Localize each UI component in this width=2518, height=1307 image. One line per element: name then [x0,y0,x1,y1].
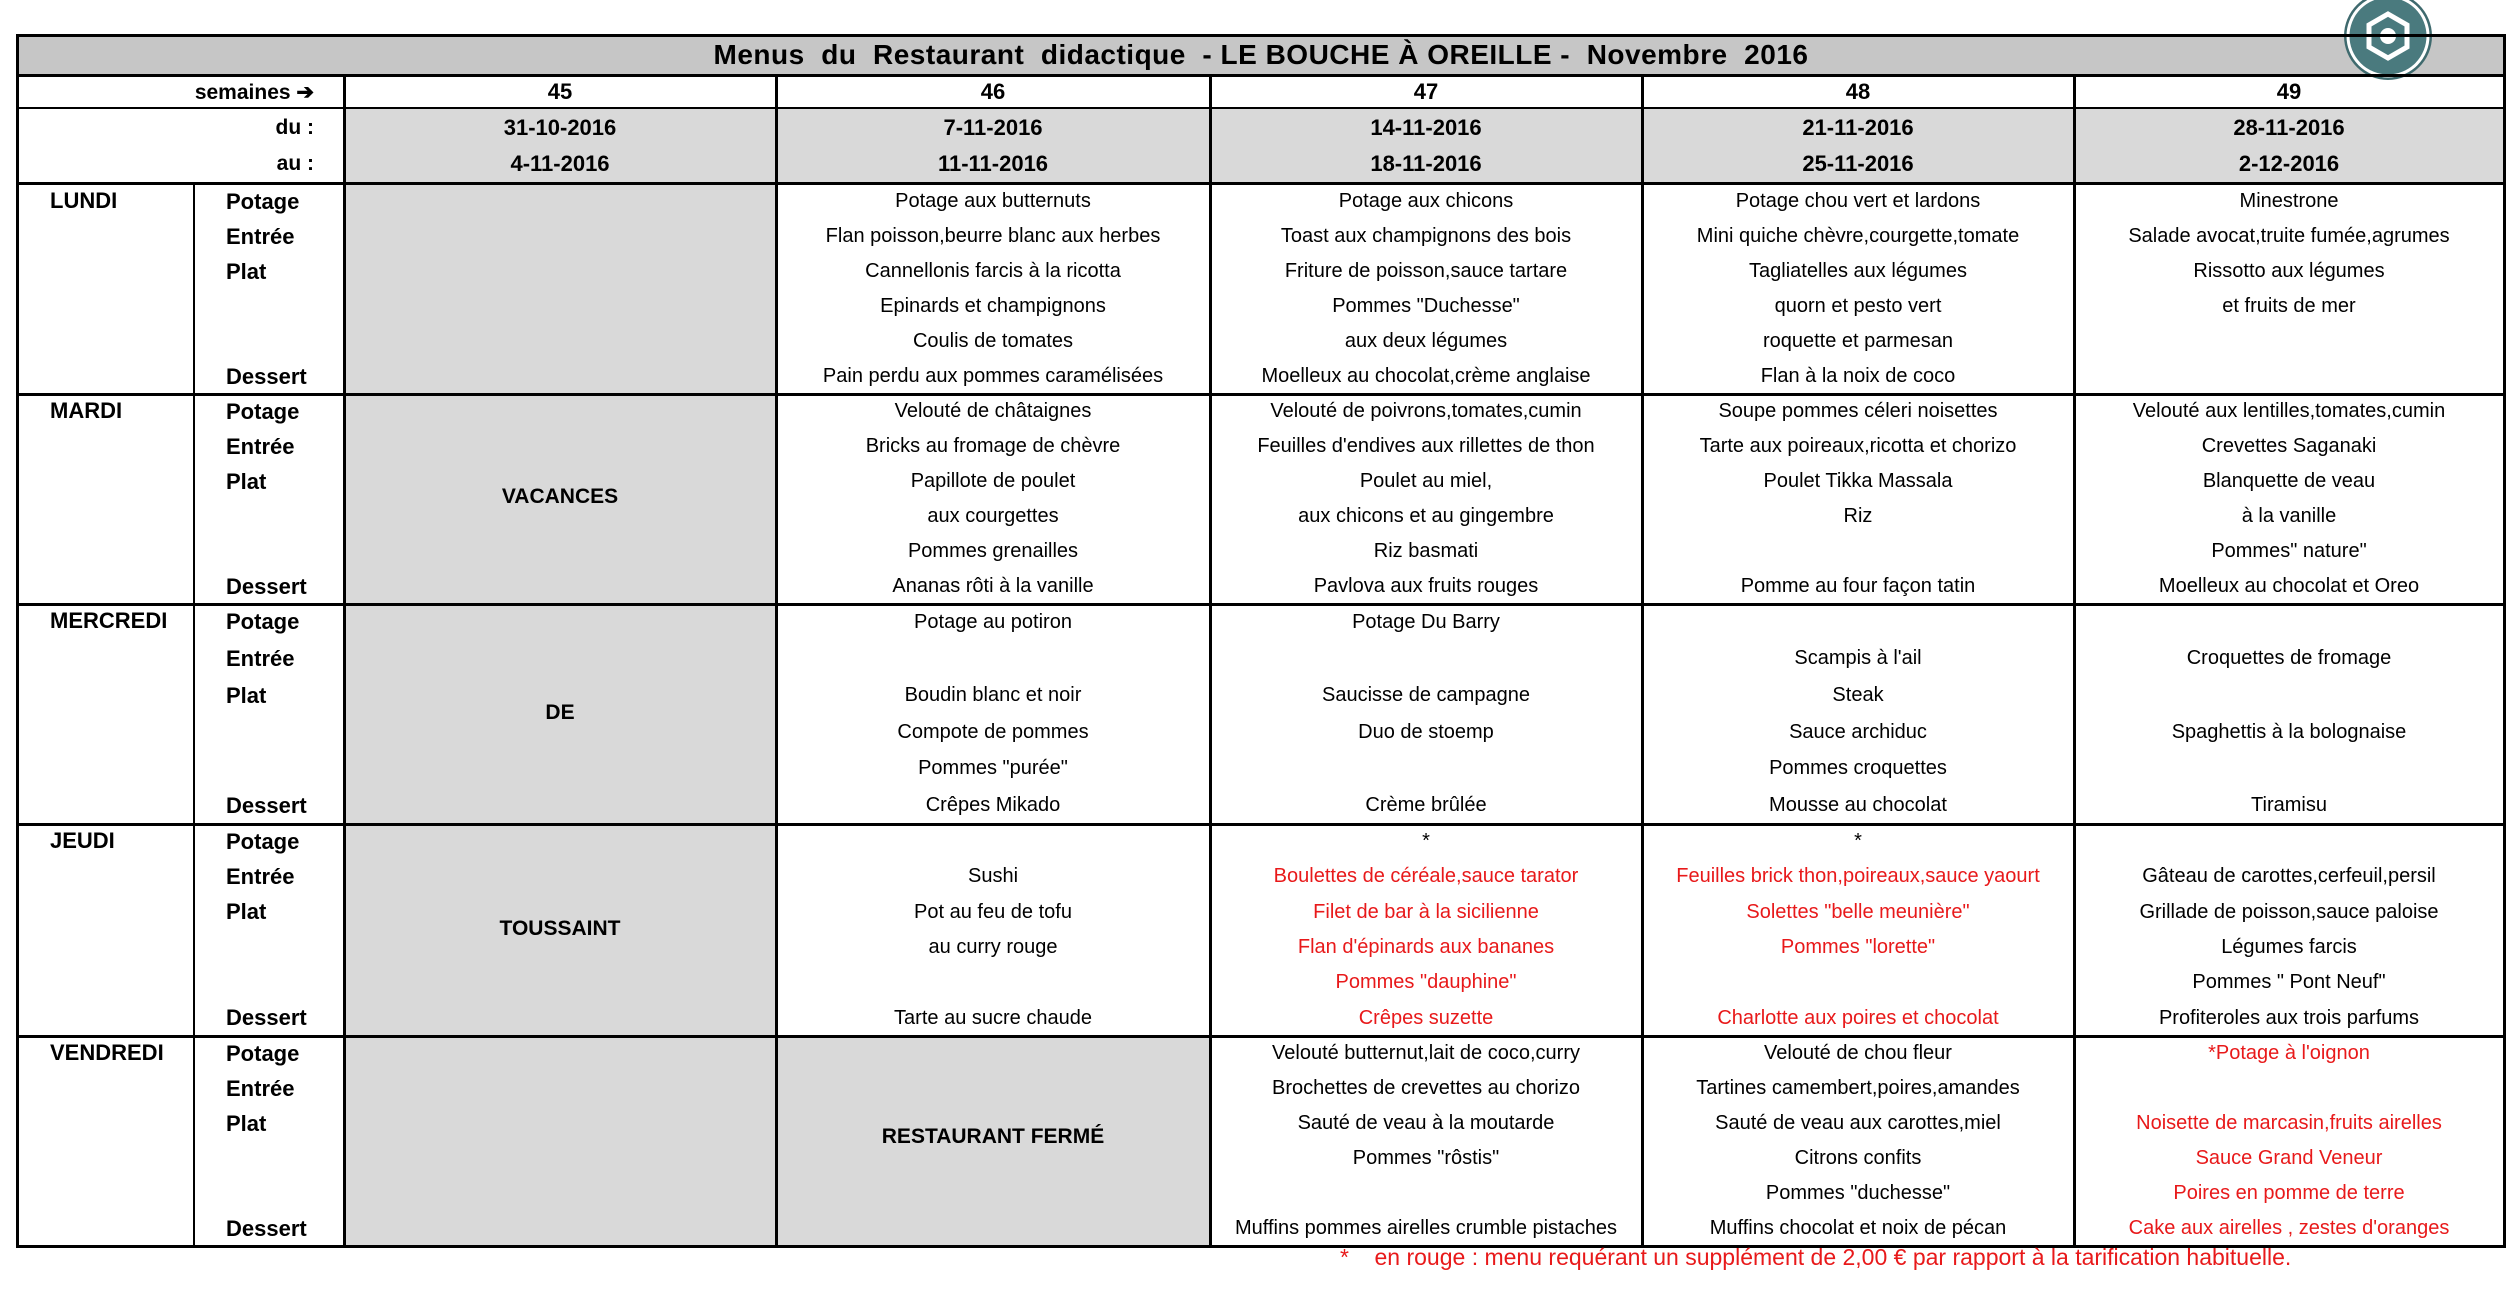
closed-label-vacances: VACANCES [501,485,619,508]
menu-item: Epinards et champignons [880,295,1106,317]
course-label-potage: Potage [226,609,300,635]
menu-item: Salade avocat,truite fumée,agrumes [2128,225,2450,247]
menu-item: Compote de pommes [897,720,1089,743]
week-column-divider [2073,76,2076,1246]
menu-item: Coulis de tomates [912,330,1074,352]
menu-item: Bricks au fromage de chèvre [865,435,1121,457]
menu-item: Pommes grenailles [907,540,1079,562]
week-column-divider [1209,76,1212,1246]
menu-item: Boulettes de céréale,sauce tarator [1273,865,1579,888]
menu-item: Poires en pomme de terre [2173,1182,2405,1204]
menu-item: Poulet au miel, [1359,470,1493,492]
menu-item: Pommes croquettes [1769,757,1947,780]
week-column-divider [343,76,346,1246]
menu-item: Légumes farcis [2221,936,2357,959]
week-au: 11-11-2016 [937,151,1049,176]
menu-item: Ananas rôti à la vanille [892,575,1094,597]
course-label-entree: Entrée [226,223,295,249]
menu-item: Crêpes suzette [1358,1006,1494,1029]
page-title: Menus du Restaurant didactique - LE BOUCHE À OREILLE - Novembre 2016 [18,36,2504,74]
hexagon-logo-icon [2340,0,2436,82]
menu-item: Profiteroles aux trois parfums [2158,1006,2420,1029]
course-label-plat: Plat [226,682,267,708]
menu-item: Noisette de marcasin,fruits airelles [2136,1112,2442,1134]
menu-item: Velouté de poivrons,tomates,cumin [1270,400,1582,422]
menu-item: aux deux légumes [1344,330,1508,352]
course-label-entree: Entrée [226,645,295,671]
menu-item: Papillote de poulet [910,470,1076,492]
menu-item: Brochettes de crevettes au chorizo [1272,1077,1580,1099]
menu-item: Pavlova aux fruits rouges [1313,575,1539,597]
week-au: 2-12-2016 [2238,151,2340,176]
menu-item: Cake aux airelles , zestes d'oranges [2128,1217,2450,1239]
menu-item: Gâteau de carottes,cerfeuil,persil [2142,865,2436,888]
border-left [16,34,19,1248]
menu-item: Moelleux au chocolat,crème anglaise [1261,365,1591,387]
menu-item: Pommes "Duchesse" [1332,295,1520,317]
header-divider [16,182,2506,185]
week-au: 4-11-2016 [510,151,610,176]
course-label-dessert: Dessert [226,792,307,818]
course-label-plat: Plat [226,258,267,284]
menu-item: Scampis à l'ail [1794,647,1922,670]
menu-item: Croquettes de fromage [2186,647,2392,670]
day-label: VENDREDI [50,1040,164,1065]
menu-item: Cannellonis farcis à la ricotta [865,260,1121,282]
day-divider [16,1035,2506,1038]
menu-item: Pot au feu de tofu [914,900,1072,923]
course-label-dessert: Dessert [226,573,307,599]
week-au: 25-11-2016 [1802,151,1914,176]
day-label: MERCREDI [50,608,168,633]
menu-item: Soupe pommes céleri noisettes [1718,400,1998,422]
au-label: au : [276,152,314,175]
menu-item: à la vanille [2241,505,2337,527]
week-number: 48 [1845,79,1871,104]
week-number: 49 [2276,79,2302,104]
menu-item: Spaghettis à la bolognaise [2171,720,2407,743]
day-divider [16,393,2506,396]
menu-item: Tagliatelles aux légumes [1749,260,1967,282]
menu-item: Grillade de poisson,sauce paloise [2139,900,2439,923]
border-right [2503,34,2506,1248]
menu-item: Mousse au chocolat [1769,794,1947,817]
course-label-potage: Potage [226,1040,300,1066]
menu-item: Riz basmati [1373,540,1479,562]
menu-item: Pain perdu aux pommes caramélisées [822,365,1164,387]
week-number: 45 [547,79,573,104]
menu-item: *Potage à l'oignon [2208,1042,2370,1064]
menu-item: Riz [1843,505,1873,527]
menu-item: Pommes" nature" [2211,540,2367,562]
menu-item: Muffins pommes airelles crumble pistaches [1234,1217,1617,1239]
day-divider [16,603,2506,606]
menu-item: Velouté aux lentilles,tomates,cumin [2132,400,2446,422]
course-label-dessert: Dessert [226,1005,307,1031]
menu-item: Tarte au sucre chaude [894,1006,1092,1029]
menu-item: Tiramisu [2251,794,2327,817]
menu-item: Tarte aux poireaux,ricotta et chorizo [1699,435,2017,457]
menu-item: Pommes "rôstis" [1352,1147,1500,1169]
menu-item: Pommes " Pont Neuf" [2192,971,2386,994]
menu-item: Pommes "dauphine" [1335,971,1517,994]
course-label-dessert: Dessert [226,363,307,389]
menu-item: Pommes "purée" [918,757,1068,780]
menu-item: Flan poisson,beurre blanc aux herbes [825,225,1161,247]
course-label-plat: Plat [226,468,267,494]
menu-item: * [1854,830,1862,853]
menu-item: Velouté butternut,lait de coco,curry [1272,1042,1580,1064]
menu-item: aux chicons et au gingembre [1298,505,1554,527]
menu-item: Feuilles brick thon,poireaux,sauce yaourt [1676,865,2040,888]
menu-item: Boudin blanc et noir [904,684,1082,707]
menu-item: Pommes "duchesse" [1765,1182,1951,1204]
weeks-divider [16,107,2506,109]
course-label-entree: Entrée [226,433,295,459]
menu-item: Tartines camembert,poires,amandes [1696,1077,2020,1099]
menu-item: Saucisse de campagne [1322,684,1530,707]
du-label: du : [275,116,314,139]
menu-item: Toast aux champignons des bois [1280,225,1572,247]
course-label-entree: Entrée [226,863,295,889]
closed-label-de: DE [545,701,575,724]
menu-item: Moelleux au chocolat et Oreo [2158,575,2420,597]
menu-item: Muffins chocolat et noix de pécan [1709,1217,2007,1239]
menu-item: * [1422,830,1430,853]
day-label: JEUDI [50,828,115,853]
menu-item: Potage au potiron [914,610,1072,633]
course-label-potage: Potage [226,188,300,214]
menu-item: Potage chou vert et lardons [1735,190,1981,212]
menu-item: Sauté de veau aux carottes,miel [1715,1112,2001,1134]
week-du: 21-11-2016 [1802,115,1914,140]
course-label-potage: Potage [226,398,300,424]
week-du: 14-11-2016 [1370,115,1482,140]
menu-item: Potage aux chicons [1338,190,1514,212]
day-label: MARDI [50,398,123,423]
menu-item: Mini quiche chèvre,courgette,tomate [1696,225,2020,247]
course-label-entree: Entrée [226,1075,295,1101]
menu-item: aux courgettes [927,505,1059,527]
menu-item: Poulet Tikka Massala [1763,470,1953,492]
closed-label-toussaint: TOUSSAINT [499,917,621,940]
menu-item: Friture de poisson,sauce tartare [1284,260,1568,282]
weeks-label: semaines ➔ [194,80,314,104]
week-du: 28-11-2016 [2233,115,2345,140]
title-divider [16,74,2506,77]
week-number: 47 [1413,79,1439,104]
menu-item: Flan d'épinards aux bananes [1297,936,1555,959]
menu-item: et fruits de mer [2222,295,2356,317]
menu-item: Potage Du Barry [1352,610,1500,633]
menu-item: Filet de bar à la sicilienne [1313,900,1539,923]
menu-item: Steak [1832,684,1884,707]
week-column-divider [775,76,778,1246]
menu-item: Sauce archiduc [1789,720,1927,743]
day-divider [16,823,2506,826]
menu-item: Rissotto aux légumes [2193,260,2385,282]
week-au: 18-11-2016 [1370,151,1482,176]
menu-item: Crevettes Saganaki [2201,435,2377,457]
week-du: 31-10-2016 [503,115,617,140]
menu-item: Minestrone [2239,190,2339,212]
day-label: LUNDI [50,188,118,213]
menu-item: Pomme au four façon tatin [1740,575,1976,597]
menu-item: Crème brûlée [1365,794,1487,817]
menu-item: Velouté de chou fleur [1764,1042,1952,1064]
week-du: 7-11-2016 [943,115,1043,140]
course-label-potage: Potage [226,828,300,854]
menu-item: au curry rouge [928,936,1058,959]
menu-item: Charlotte aux poires et chocolat [1717,1006,1999,1029]
course-label-plat: Plat [226,1110,267,1136]
menu-item: Pommes "lorette" [1780,936,1936,959]
menu-item: quorn et pesto vert [1774,295,1942,317]
week-number: 46 [980,79,1006,104]
menu-item: Citrons confits [1794,1147,1922,1169]
menu-item: Velouté de châtaignes [894,400,1092,422]
menu-item: Sauce Grand Veneur [2195,1147,2383,1169]
menu-item: Blanquette de veau [2202,470,2376,492]
menu-item: Solettes "belle meunière" [1746,900,1970,923]
closed-label-ferme: RESTAURANT FERMÉ [881,1125,1105,1148]
menu-item: Crêpes Mikado [925,794,1061,817]
menu-item: Duo de stoemp [1358,720,1494,743]
menu-item: Feuilles d'endives aux rillettes de thon [1257,435,1595,457]
menu-item: Potage aux butternuts [895,190,1091,212]
menu-item: Sushi [967,865,1019,888]
menu-item: roquette et parmesan [1762,330,1954,352]
menu-item: Sauté de veau à la moutarde [1297,1112,1555,1134]
menu-item: Flan à la noix de coco [1760,365,1956,387]
border-top [16,34,2506,37]
course-label-dessert: Dessert [226,1215,307,1241]
week-column-divider [1641,76,1644,1246]
course-label-plat: Plat [226,899,267,925]
supplement-footnote: * en rouge : menu requérant un supplément de 2,00 € par rapport à la tarification habituelle. [1340,1244,2292,1270]
course-column-divider [193,184,195,1246]
